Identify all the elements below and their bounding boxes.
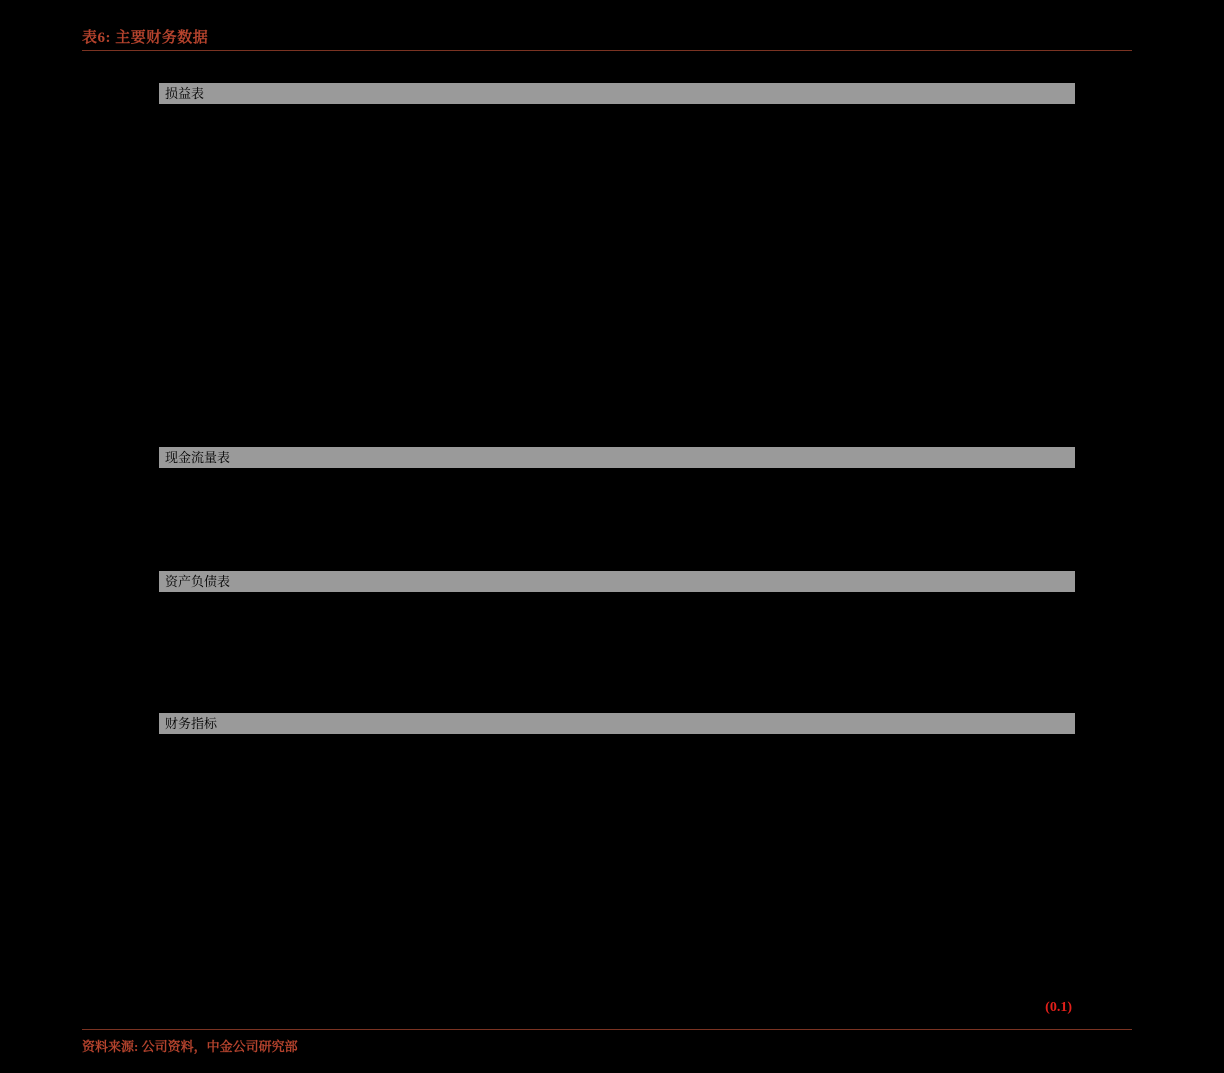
section-header-balance-sheet (159, 571, 1075, 592)
footer-divider (82, 1029, 1132, 1030)
section-header-financial-ratios (159, 713, 1075, 734)
source-note: 资料来源: 公司资料，中金公司研究部 (82, 1039, 298, 1054)
section-label: 资产负债表 (165, 574, 231, 589)
section-label: 损益表 (165, 86, 205, 101)
section-label: 现金流量表 (165, 450, 231, 465)
section-header-income-statement (159, 83, 1075, 104)
section-header-cash-flow (159, 447, 1075, 468)
table-title-row (82, 26, 1132, 52)
section-label: 财务指标 (165, 716, 218, 731)
stray-value-cell: (0.1) (1045, 1000, 1072, 1015)
page-title: 表6: 主要财务数据 (82, 30, 209, 46)
title-divider (82, 50, 1132, 51)
